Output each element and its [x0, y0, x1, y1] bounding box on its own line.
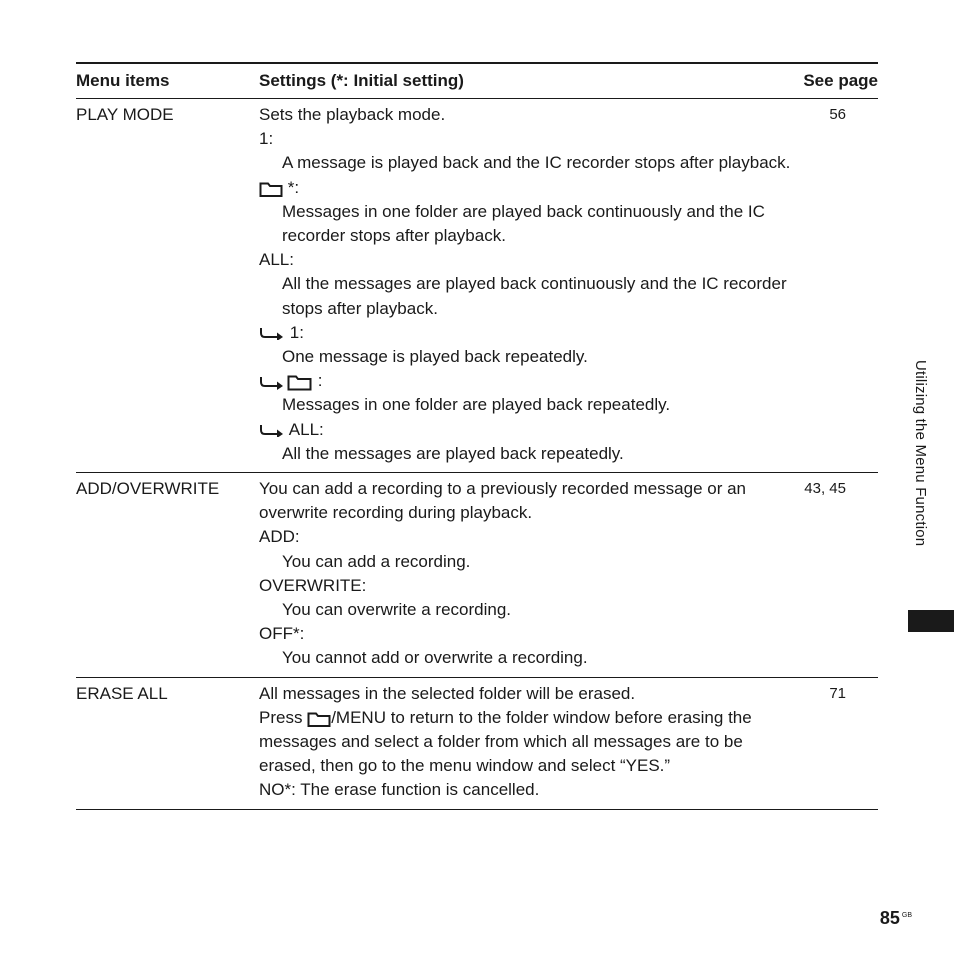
- page-number: [880, 908, 912, 929]
- settings-cell: [259, 678, 794, 809]
- option-label: [259, 369, 794, 393]
- header-see-page: See page: [803, 71, 878, 90]
- body-prefix: Press: [259, 707, 303, 727]
- option-desc: You cannot add or overwrite a recording.: [282, 648, 588, 668]
- option-desc: One message is played back repeatedly.: [282, 347, 588, 367]
- table-row-play-mode: [76, 99, 878, 473]
- settings-cell: [259, 99, 794, 472]
- option-label-text: 1:: [289, 322, 304, 342]
- option-desc: Messages in one folder are played back continuously and the IC recorder stops after playback.: [282, 201, 765, 246]
- option-label: ADD:: [259, 527, 300, 547]
- option-desc: You can add a recording.: [282, 551, 471, 571]
- menu-item-name: ERASE ALL: [76, 683, 168, 703]
- setting-note: NO*: The erase function is cancelled.: [259, 780, 540, 800]
- option-desc: All the messages are played back continuously and the IC recorder stops after playback.: [282, 274, 787, 318]
- option-desc: Messages in one folder are played back repeatedly.: [282, 395, 671, 415]
- option-label: 1:: [259, 129, 274, 149]
- option-desc: A message is played back and the IC recorder stops after playback.: [282, 153, 791, 173]
- option-label: [259, 176, 794, 200]
- settings-cell: [259, 473, 794, 677]
- setting-title: All messages in the selected folder will be erased.: [259, 683, 636, 703]
- repeat-folder-icon: [259, 373, 313, 391]
- folder-icon: [307, 710, 331, 727]
- table-row-erase-all: [76, 678, 878, 810]
- see-page-ref: 56: [829, 106, 846, 123]
- option-label: [259, 418, 794, 442]
- option-label: ALL:: [259, 250, 294, 270]
- section-tab-marker: [908, 610, 954, 632]
- option-label-text: :: [317, 371, 323, 391]
- option-label: OFF*:: [259, 624, 305, 644]
- table-row-add-overwrite: [76, 473, 878, 678]
- table-header-row: [76, 64, 878, 99]
- section-title-vertical: Utilizing the Menu Function: [912, 360, 929, 547]
- setting-title: Sets the playback mode.: [259, 105, 446, 124]
- option-label: OVERWRITE:: [259, 575, 367, 595]
- repeat-icon: [259, 326, 285, 340]
- folder-icon: [259, 180, 283, 197]
- option-label-text: *:: [287, 177, 300, 197]
- menu-table: [76, 62, 878, 810]
- header-settings: Settings (*: Initial setting): [259, 71, 464, 90]
- menu-item-name: ADD/OVERWRITE: [76, 479, 220, 499]
- see-page-ref: 71: [829, 684, 846, 702]
- setting-body: [259, 706, 794, 779]
- setting-title: You can add a recording to a previously recorded message or an overwrite recording during playback.: [259, 479, 747, 523]
- option-desc: All the messages are played back repeatedly.: [282, 443, 624, 463]
- option-label-text: ALL:: [288, 419, 324, 439]
- see-page-ref: 43, 45: [804, 480, 846, 498]
- body-text: /MENU to return to the folder window before erasing the messages and select a folder from which all messages are to be erased, then go to the menu window and select “YES.”: [259, 707, 752, 776]
- header-menu-items: Menu items: [76, 71, 170, 90]
- option-desc: You can overwrite a recording.: [282, 600, 512, 620]
- menu-item-name: PLAY MODE: [76, 105, 174, 124]
- region-code: GB: [901, 912, 912, 919]
- option-label: [259, 321, 794, 345]
- repeat-icon: [259, 423, 285, 437]
- page-number-value: 85: [879, 908, 900, 928]
